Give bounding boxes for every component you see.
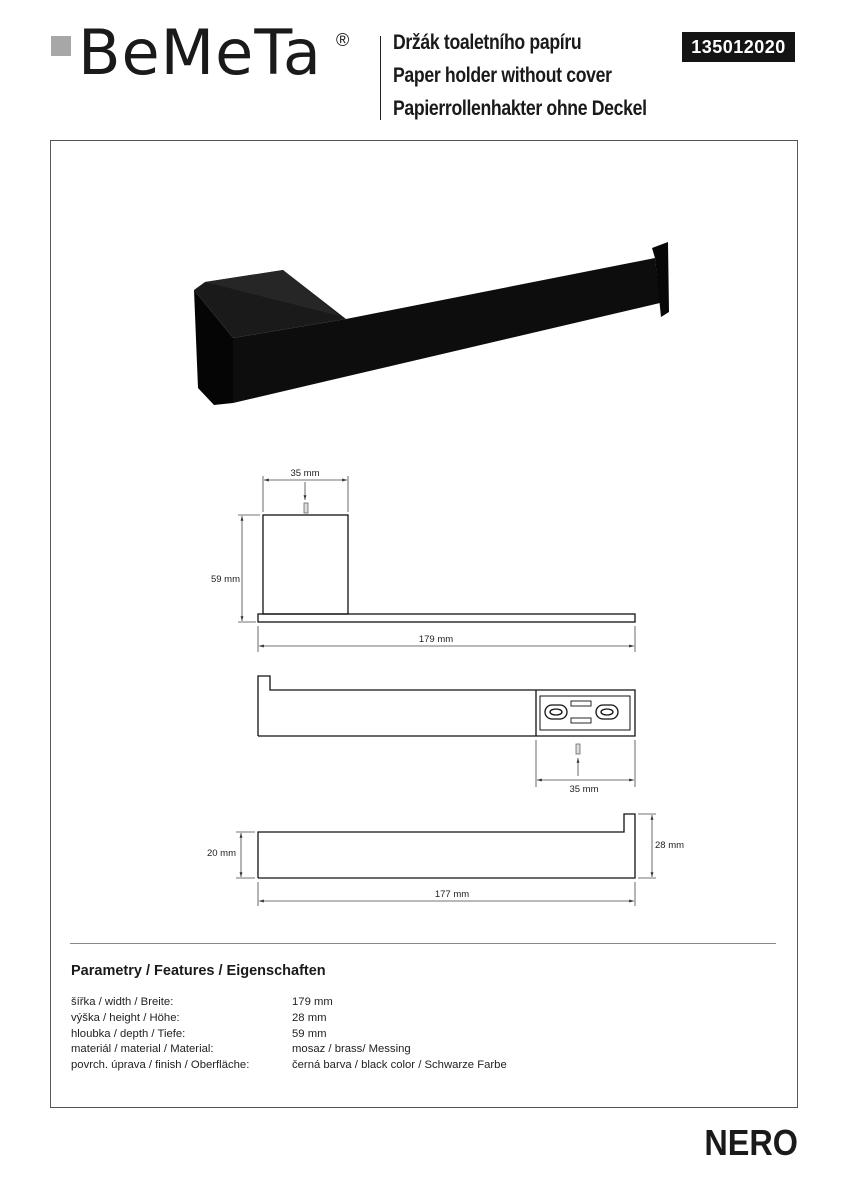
product-code-badge: 135012020 <box>682 32 795 62</box>
front-view-drawing <box>258 814 635 878</box>
spec-value: 59 mm <box>292 1027 327 1040</box>
top-view-drawing <box>258 503 635 622</box>
rear-view-drawing <box>258 676 635 754</box>
spec-label: výška / height / Höhe: <box>71 1011 180 1024</box>
rear-view-dimensions <box>536 740 635 787</box>
spec-label: povrch. úprava / finish / Oberfläche: <box>71 1059 250 1072</box>
table-row <box>71 995 507 1011</box>
dim-side-depth: 59 mm <box>210 574 240 585</box>
title-english: Paper holder without cover <box>393 64 612 87</box>
spec-label: hloubka / depth / Tiefe: <box>71 1027 186 1040</box>
spec-label: materiál / material / Material: <box>71 1043 214 1056</box>
series-name: NERO <box>704 1122 798 1163</box>
table-row <box>71 1058 507 1074</box>
dim-front-length: 177 mm <box>434 889 470 900</box>
top-view-dimensions <box>238 476 635 652</box>
spec-value: mosaz / brass/ Messing <box>292 1043 411 1056</box>
product-illustration <box>194 242 669 405</box>
table-row <box>71 1042 507 1058</box>
spec-value: 28 mm <box>292 1011 327 1024</box>
title-german: Papierrollenhakter ohne Deckel <box>393 97 647 120</box>
registered-mark: ® <box>336 30 350 50</box>
dim-top-width: 35 mm <box>290 468 320 479</box>
dim-front-height-total: 28 mm <box>655 840 685 851</box>
dim-mount-width: 35 mm <box>569 784 599 795</box>
brand-logo: BeMeTa <box>78 16 322 89</box>
table-row <box>71 1011 507 1027</box>
table-row <box>71 1027 507 1043</box>
spec-value: černá barva / black color / Schwarze Farbe <box>292 1059 507 1072</box>
dim-front-height-small: 20 mm <box>206 848 236 859</box>
features-divider <box>70 943 776 944</box>
spec-value: 179 mm <box>292 996 333 1008</box>
features-heading: Parametry / Features / Eigenschaften <box>71 963 326 979</box>
title-czech: Držák toaletního papíru <box>393 31 582 54</box>
dim-top-length: 179 mm <box>418 634 454 645</box>
spec-label: šířka / width / Breite: <box>71 996 174 1008</box>
features-table <box>71 995 507 1074</box>
